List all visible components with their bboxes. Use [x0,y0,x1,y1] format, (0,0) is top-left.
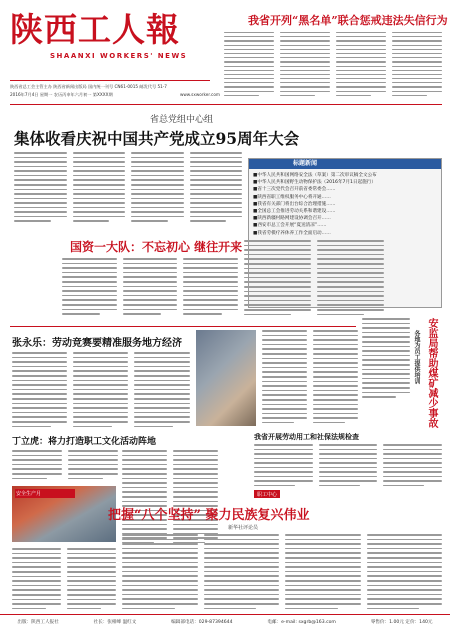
middle-body-right [244,240,384,316]
top-right-body [224,32,442,96]
meta-line-1: 陕西省总工会主管主办 陕西省新闻出版局 国内统一刊号 CN61-0015 邮发代号 51-7 [10,84,167,89]
tag-label: 职工中心 [254,490,280,498]
news-index-item[interactable]: ■西安市总工会开展“夏送清凉”…… [253,223,327,229]
left-article-2-body-b [122,450,218,544]
newspaper-logo: 陕西工人報 [10,10,180,49]
left-article-2-headline[interactable]: 丁立虎：将力打造职工文化活动阵地 [12,437,157,447]
site-url[interactable]: www.sxworker.com [179,92,220,97]
lead-kicker: 省总党组中心组 [150,115,214,125]
news-index-item[interactable]: ■我省有关部门将出台综合治理措施…… [253,201,336,207]
left-article-1-body [12,352,128,428]
footer-price: 零售价：1.00元 定价：140元 [370,619,433,625]
bottom-left-body [12,548,116,610]
middle-headline[interactable]: 国资一大队：不忘初心 继往开来 [70,240,243,254]
news-index-item[interactable]: ■陕西新疆村路网建设协调会召开…… [253,216,331,222]
middle-lower-body [262,330,358,426]
lead-body [14,152,242,222]
footer-email[interactable]: 电邮：e-mail: sxgrb@163.com [267,619,336,625]
meta-line-2: 2016年7月4日 星期一 农历丙申年六月初一 第XXXX期 [10,92,113,97]
top-right-headline[interactable]: 我省开列“黑名单”联合惩戒违法失信行为 [248,14,448,27]
portrait-photo [196,330,256,426]
section-rule-2 [10,326,356,327]
right-small-headline[interactable]: 我省开展劳动用工和社保法规检查 [254,432,359,441]
tag-bar [254,490,442,498]
news-index-item[interactable]: ■我省劳模疗养休养工作全面启动…… [253,230,331,236]
right-small-body [254,444,442,486]
right-vertical-body [362,318,410,398]
news-index-item[interactable]: ■陕西省职工维权服务中心将开通…… [253,194,331,200]
photo-banner-text: 安全生产月 [15,489,75,498]
masthead-rule [10,80,210,81]
bottom-byline: 新华社评论员 [228,525,259,531]
right-vertical-headline[interactable]: 安监局帮助煤矿减少事故 [426,318,437,428]
footer-phone: 编辑部电话：029-87394644 [171,619,233,625]
bottom-body [122,534,442,610]
safety-month-photo [12,486,116,542]
news-index-title: 标题新闻 [249,159,441,169]
news-index-item[interactable]: ■中华人民共和国野生动物保护法（2016年7月1日起施行） [253,180,376,186]
news-index-item[interactable]: ■全国总工会推进劳动关系和谐建设…… [253,209,336,215]
section-rule [10,104,442,105]
bottom-headline[interactable]: 把握“八个坚持” 聚力民族复兴伟业 [108,508,310,523]
lead-headline[interactable]: 集体收看庆祝中国共产党成立95周年大会 [14,129,300,148]
middle-body [62,258,238,318]
english-name: SHAANXI WORKERS' NEWS [50,52,188,60]
footer-publisher: 出版：陕西工人报社 [17,619,59,625]
left-article-1-headline[interactable]: 张永乐：劳动竞赛要精准服务地方经济 [12,338,182,349]
left-article-1-body-b [134,352,190,428]
left-article-2-body [12,450,118,480]
footer-editors: 社长：张相峰 温红文 [93,619,137,625]
masthead [10,10,210,72]
page-footer [0,614,450,628]
right-vertical-sub: 各地为员工提供培训 [413,330,420,384]
news-index-item[interactable]: ■中华人民共和国网络安全法（草案）第二次审议稿全文公布 [253,173,377,178]
news-index-item[interactable]: ■省十三次党代会召开前省委常委会…… [253,187,336,193]
